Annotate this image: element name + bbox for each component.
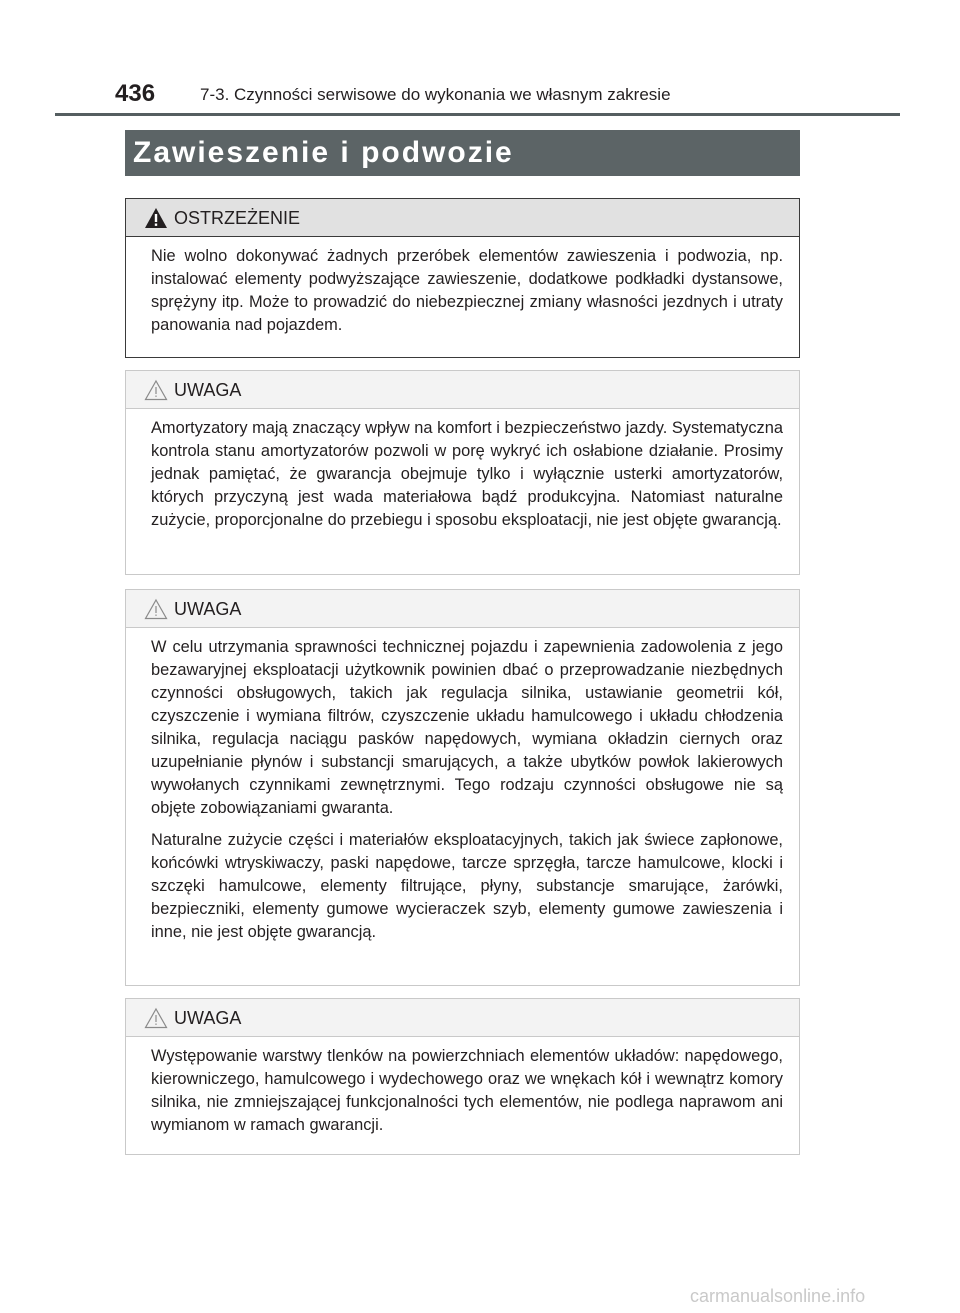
note-body — [126, 628, 799, 944]
chapter-title: 7-3. Czynności serwisowe do wykonania we własnym zakresie — [200, 85, 671, 104]
warning-triangle-filled-icon — [144, 207, 168, 229]
note-box — [125, 589, 800, 986]
watermark: carmanualsonline.info — [690, 1286, 866, 1306]
warning-header — [126, 199, 799, 237]
warning-body — [126, 237, 799, 337]
note-text: Amortyzatory mają znaczący wpływ na komfort i bezpieczeństwo jazdy. Systematyczna kontrola stanu amortyzatorów pozwoli w porę wykryć ich osłabione działanie. Prosimy jednak pamiętać, że gwarancja obejmuje tylko i wyłącznie usterki amortyzatorów, których przyczyną jest wada materiałowa bądź produkcyjna. Natomiast naturalne zużycie, proporcjonalne do przebiegu i sposobu eksploatacji, nie jest objęte gwarancją. — [151, 419, 783, 529]
section-title: Zawieszenie i podwozie — [125, 130, 800, 176]
note-text: Naturalne zużycie części i materiałów eksploatacyjnych, takich jak świece zapłonowe, końcówki wtryskiwaczy, paski napędowe, tarcze sprzęgła, tarcze hamulcowe, klocki i szczęki hamulcowe, elementy filtrujące, płyny, substancje smarujące, żarówki, bezpieczniki, elementy gumowe wycieraczek szyb, elementy gumowe zawieszenia i inne, nie jest objęte gwarancją. — [151, 831, 783, 941]
warning-box — [125, 198, 800, 358]
warning-triangle-outline-icon — [144, 598, 168, 620]
page-header — [115, 78, 915, 112]
note-text: Występowanie warstwy tlenków na powierzchniach elementów układów: napędowego, kierowniczego, hamulcowego i wydechowego oraz we wnękach kół i wewnątrz komory silnika, nie zmniejszającej funkcjonalności tych elementów, nie podlega naprawom ani wymianom w ramach gwarancji. — [151, 1047, 783, 1134]
note-body — [126, 409, 799, 532]
page-number: 436 — [115, 80, 156, 107]
warning-triangle-outline-icon — [144, 1007, 168, 1029]
warning-text: Nie wolno dokonywać żadnych przeróbek elementów zawieszenia i podwozia, np. instalować elementy podwyższające zawieszenie, dodatkowe podkładki dystansowe, sprężyny itp. Może to prowadzić do niebezpiecznej zmiany własności jezdnych i utraty panowania nad pojazdem. — [151, 247, 783, 334]
header-rule — [55, 113, 900, 116]
note-body — [126, 1037, 799, 1137]
note-header — [126, 999, 799, 1037]
note-text: W celu utrzymania sprawności technicznej pojazdu i zapewnienia zadowolenia z jego bezawaryjnej eksploatacji użytkownik powinien dbać o przeprowadzanie niezbędnych czynności obsługowych, takich jak regulacja silnika, ustawianie geometrii kół, czyszczenie i wymiana filtrów, czyszczenie układu hamulcowego i układu chłodzenia silnika, regulacja naciągu pasków napędowych, wymiana okładzin ciernych oraz uzupełnianie płynów i substancji smarujących, a także ubytków powłok lakierowych wywołanych czynnikami zewnętrznymi. Tego rodzaju czynności obsługowe nie są objęte zobowiązaniami gwaranta. — [151, 638, 783, 817]
note-label: UWAGA — [174, 1008, 242, 1028]
note-header — [126, 590, 799, 628]
note-label: UWAGA — [174, 599, 242, 619]
note-box — [125, 998, 800, 1155]
warning-triangle-outline-icon — [144, 379, 168, 401]
warning-label: OSTRZEŻENIE — [174, 208, 301, 228]
note-label: UWAGA — [174, 380, 242, 400]
note-box — [125, 370, 800, 575]
note-header — [126, 371, 799, 409]
